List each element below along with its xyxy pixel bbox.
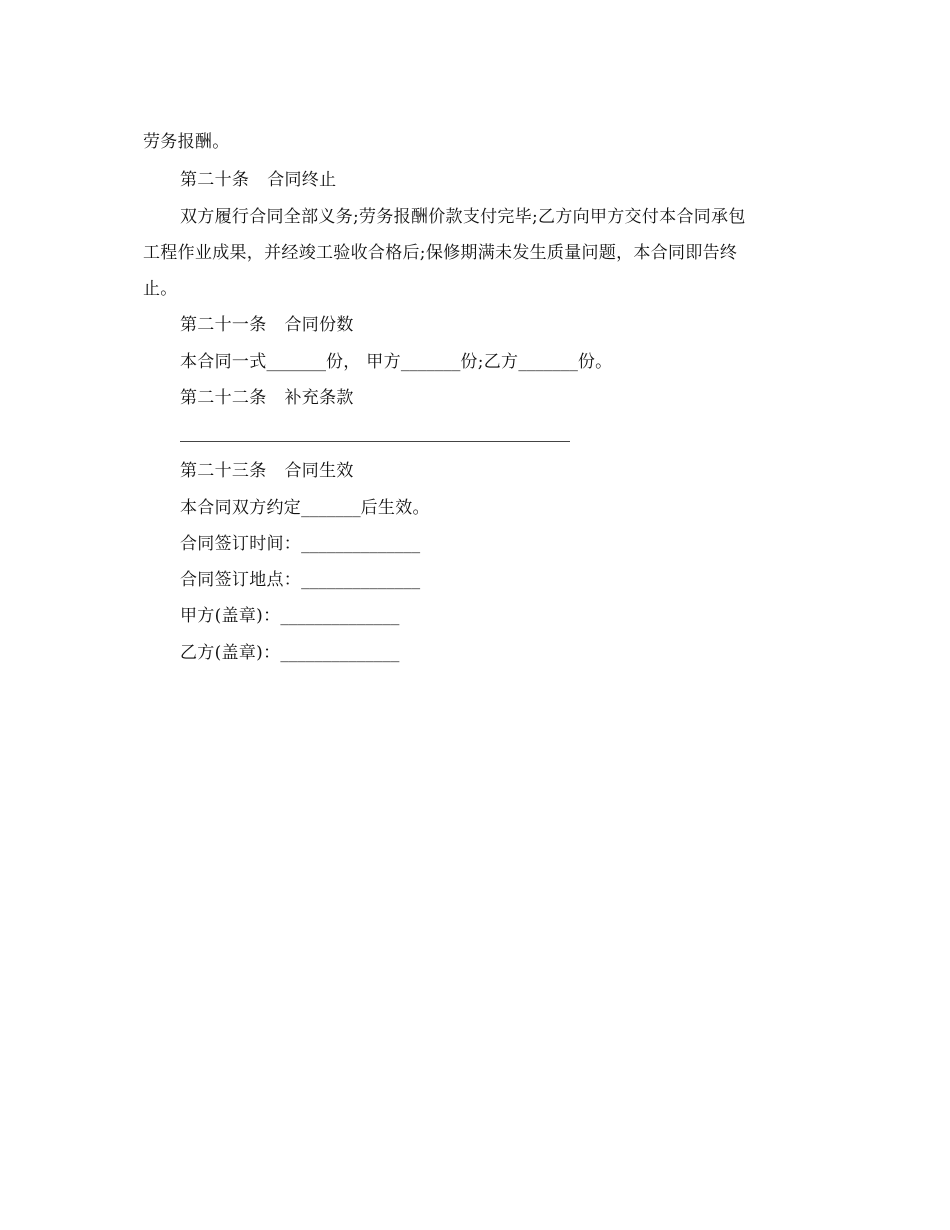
sign-place-row <box>180 569 420 591</box>
article-23-text-2: 后生效。 <box>360 498 430 518</box>
article-21-text-4: 份。 <box>577 352 613 372</box>
sign-place-label: 合同签订地点： <box>180 570 302 590</box>
article-21-text-2: 份， 甲方 <box>326 352 401 372</box>
article-21-heading <box>180 314 354 336</box>
article-20-title: 合同终止 <box>267 170 337 190</box>
article-20-body-text-1: 双方履行合同全部义务;劳务报酬价款支付完毕;乙方向甲方交付本合同承包 <box>180 207 746 227</box>
copies-total-blank[interactable]: _______ <box>266 352 326 372</box>
party-b-seal-blank[interactable]: ______________ <box>280 643 400 663</box>
party-a-seal-label: 甲方(盖章)： <box>180 606 281 626</box>
article-20-body-line-1 <box>180 206 746 228</box>
article-20-body-text-2: 工程作业成果，并经竣工验收合格后;保修期满未发生质量问题，本合同即告终 <box>143 243 738 263</box>
article-23-number: 第二十三条 <box>180 461 267 481</box>
party-a-seal-row <box>180 605 399 627</box>
article-20-heading <box>180 169 336 191</box>
article-22-title: 补充条款 <box>284 388 354 408</box>
article-20-body-line-3 <box>143 278 178 300</box>
article-22-number: 第二十二条 <box>180 388 267 408</box>
sign-place-blank[interactable]: ______________ <box>301 570 421 590</box>
sign-time-blank[interactable]: ______________ <box>301 534 421 554</box>
article-23-heading <box>180 460 354 482</box>
article-20-body-text-3: 止。 <box>143 279 178 299</box>
copies-party-b-blank[interactable]: _______ <box>518 352 578 372</box>
article-22-heading <box>180 387 354 409</box>
article-20-body-line-2 <box>143 242 737 264</box>
sign-time-label: 合同签订时间： <box>180 534 302 554</box>
article-20-number: 第二十条 <box>180 170 250 190</box>
pay-tail-text: 劳务报酬。 <box>143 132 230 152</box>
paragraph-pay-tail <box>143 131 230 153</box>
article-23-text-1: 本合同双方约定 <box>180 498 302 518</box>
party-b-seal-row <box>180 642 399 664</box>
party-b-seal-label: 乙方(盖章)： <box>180 643 281 663</box>
copies-party-a-blank[interactable]: _______ <box>400 352 461 372</box>
party-a-seal-blank[interactable]: ______________ <box>280 606 400 626</box>
article-21-number: 第二十一条 <box>180 315 267 335</box>
article-21-text-1: 本合同一式 <box>180 352 267 372</box>
article-23-body <box>180 497 430 519</box>
supplementary-terms-blank-line[interactable] <box>180 441 570 442</box>
article-21-title: 合同份数 <box>284 315 354 335</box>
article-23-title: 合同生效 <box>284 461 354 481</box>
sign-time-row <box>180 533 420 555</box>
effective-condition-blank[interactable]: _______ <box>301 498 361 518</box>
article-21-body <box>180 351 612 373</box>
article-21-text-3: 份;乙方 <box>460 352 519 372</box>
